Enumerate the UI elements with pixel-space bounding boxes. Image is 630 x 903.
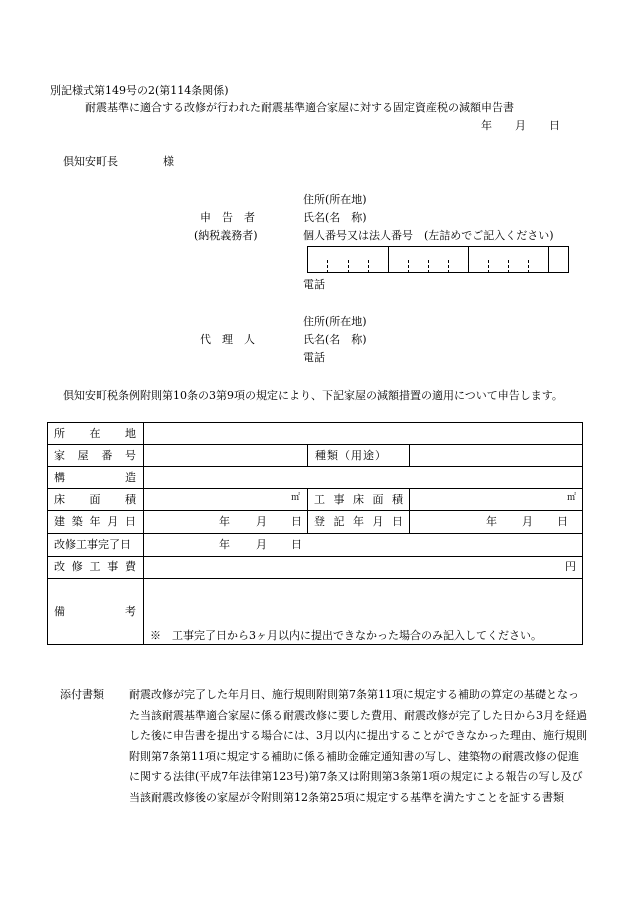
remarks-label: 備 考 xyxy=(54,605,136,618)
location-label: 所 在 地 xyxy=(54,427,136,440)
floor-area-unit: ㎡ xyxy=(291,493,301,503)
table-row-divider xyxy=(47,533,583,534)
digit-separator xyxy=(428,260,429,273)
floor-area-label: 床 面 積 xyxy=(54,493,136,506)
attachments-text: 耐震改修が完了した年月日、施行規則附則第7条第11項に規定する補助の算定の基礎となった当該耐震基準適合家屋に係る耐震改修に要した費用、耐震改修が完了した日から3月を経過した後に申告書を提出する場合には、3月以内に提出することができなかった理由、施行規則附則第7条第11項に規定する補助に係る補助金確定通知書の写し、建築物の耐震改修の促進に関する法律(平成7年法律第123号)第7条又は附則第3条第1項の規定による報告の写し及び当該耐震改修後の家屋が令附則第12条第25項に規定する基準を満たすことを証する書類 xyxy=(129,688,587,804)
house-number-label: 家 屋 番 号 xyxy=(54,449,136,462)
date-month-label: 月 xyxy=(515,119,526,132)
digit-separator xyxy=(348,260,349,273)
table-row-divider xyxy=(47,488,583,489)
table-row-divider xyxy=(47,444,583,445)
date-year-label: 年 xyxy=(481,119,492,132)
applicant-address-label: 住所(所在地) xyxy=(303,193,367,206)
number-box-divider xyxy=(388,246,389,273)
completion-month: 月 xyxy=(256,538,267,551)
table-column-divider xyxy=(307,488,308,533)
applicant-phone-label: 電話 xyxy=(303,278,325,291)
usage-label: 種類（用途） xyxy=(315,449,387,462)
built-date-label: 建 築 年 月 日 xyxy=(54,515,136,528)
attachments-label: 添付書類 xyxy=(60,688,104,701)
digit-separator xyxy=(488,260,489,273)
addressee-name: 倶知安町長 xyxy=(63,155,118,168)
completion-day: 日 xyxy=(291,538,302,551)
built-month: 月 xyxy=(256,515,267,528)
form-number: 別記様式第149号の2(第114条関係) xyxy=(50,84,229,97)
registered-year: 年 xyxy=(486,515,497,528)
table-label-column-divider xyxy=(143,422,144,645)
date-day-label: 日 xyxy=(549,119,560,132)
work-floor-area-unit: ㎡ xyxy=(567,493,577,503)
page-title: 耐震基準に適合する改修が行われた耐震基準適合家屋に対する固定資産税の減額申告書 xyxy=(85,101,514,114)
remarks-note: ※ 工事完了日から3ヶ月以内に提出できなかった場合のみ記入してください。 xyxy=(150,629,542,642)
table-row-divider xyxy=(47,466,583,467)
completion-year: 年 xyxy=(219,538,230,551)
digit-separator xyxy=(368,260,369,273)
agent-address-label: 住所(所在地) xyxy=(303,315,367,328)
structure-label: 構 造 xyxy=(54,471,136,484)
table-row-divider xyxy=(47,510,583,511)
completion-date-label: 改修工事完了日 xyxy=(54,538,131,551)
agent-phone-label: 電話 xyxy=(303,351,325,364)
table-row-divider xyxy=(47,578,583,579)
table-column-divider xyxy=(307,444,308,466)
number-box-divider xyxy=(548,246,549,273)
digit-separator xyxy=(528,260,529,273)
registered-date-label: 登 記 年 月 日 xyxy=(314,515,403,528)
registered-month: 月 xyxy=(522,515,533,528)
table-column-divider xyxy=(409,488,410,533)
number-box-divider xyxy=(468,246,469,273)
cost-label: 改 修 工 事 費 xyxy=(54,560,136,573)
cost-unit: 円 xyxy=(565,560,576,573)
work-floor-area-label: 工 事 床 面 積 xyxy=(314,493,403,506)
table-row-divider xyxy=(47,556,583,557)
applicant-role: 申 告 者 xyxy=(200,211,255,224)
built-day: 日 xyxy=(291,515,302,528)
registered-day: 日 xyxy=(557,515,568,528)
digit-separator xyxy=(448,260,449,273)
digit-separator xyxy=(327,260,328,273)
table-column-divider xyxy=(409,444,410,466)
built-year: 年 xyxy=(219,515,230,528)
applicant-id-label: 個人番号又は法人番号 (左詰めでご記入ください) xyxy=(303,229,554,242)
digit-separator xyxy=(508,260,509,273)
individual-number-boxes[interactable] xyxy=(307,246,569,273)
digit-separator xyxy=(408,260,409,273)
addressee-honorific: 様 xyxy=(163,155,174,168)
agent-name-label: 氏名(名 称) xyxy=(303,333,367,346)
declaration-text: 倶知安町税条例附則第10条の3第9項の規定により、下記家屋の減額措置の適用について申告します。 xyxy=(63,389,563,402)
applicant-name-label: 氏名(名 称) xyxy=(303,211,367,224)
agent-role: 代 理 人 xyxy=(200,333,255,346)
applicant-role-sub: (納税義務者) xyxy=(194,229,258,242)
